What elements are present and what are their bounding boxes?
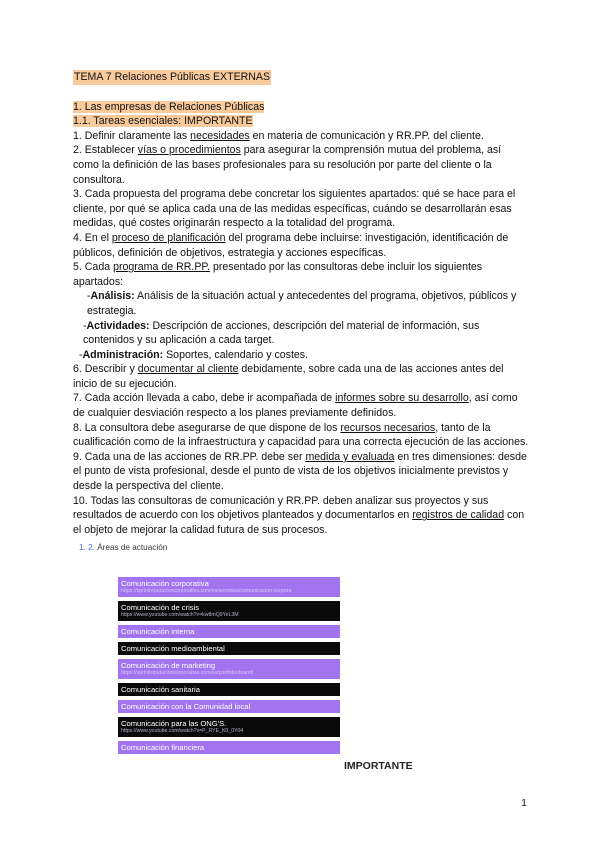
- list-item: 9. Cada una de las acciones de RR.PP. debe ser medida y evaluada en tres dimensiones: desde el punto de vista profesional, desde el punto de vista de los objetivos inicialmente previstos y desde la perspectiva del cliente.: [73, 450, 527, 493]
- area-bar-link[interactable]: https://www.youtube.com/watch?v=kw8mQ9YeL3M: [121, 612, 239, 618]
- area-bar-label: Comunicación de crisis: [121, 603, 200, 612]
- list-subitem-administracion: -Administración: Soportes, calendario y costes.: [79, 348, 309, 361]
- area-bars: [118, 577, 340, 758]
- area-bar: [118, 642, 340, 655]
- area-bar-link[interactable]: https://www.youtube.com/watch?v=P_RYE_K0_0Y04: [121, 728, 244, 734]
- area-bar[interactable]: [118, 601, 340, 621]
- list-subitem-actividades: -Actividades: Descripción de acciones, descripción del material de información, sus contenidos y su aplicación a cada target.: [83, 319, 480, 347]
- subsection-heading: 1.1. Tareas esenciales: IMPORTANTE: [73, 115, 253, 128]
- list-item: 10. Todas las consultoras de comunicación y RR.PP. deben analizar sus proyectos y sus resultados de acuerdo con los objetivos planteados y documentarlos en registros de calidad con el objeto de mejorar la calidad futura de sus procesos.: [73, 494, 525, 536]
- list-item: 8. La consultora debe asegurarse de que dispone de los recursos necesarios, tanto de la cualificación como de la infraestructura y capacidad para una correcta ejecución de las acciones.: [73, 421, 529, 449]
- list-item: 1. Definir claramente las necesidades en materia de comunicación y RR.PP. del cliente.: [73, 129, 484, 142]
- area-bar-label: Comunicación para las ONG'S.: [121, 719, 227, 728]
- area-bar-label: Comunicación corporativa: [121, 579, 209, 588]
- area-bar-label: Comunicación medioambiental: [121, 644, 225, 653]
- list-item: 7. Cada acción llevada a cabo, debe ir acompañada de informes sobre su desarrollo, así como de cualquier desviación respecto a los planes previamente definidos.: [73, 392, 518, 420]
- list-item: 5. Cada programa de RR.PP. presentado por las consultoras debe incluir los siguientes apartados:: [73, 261, 483, 288]
- document-body: [73, 70, 529, 562]
- area-bar-label: Comunicación interna: [121, 627, 195, 636]
- list-subitem-analisis: -Análisis: Análisis de la situación actual y antecedentes del programa, objetivos, públicos y estrategia.: [87, 290, 517, 317]
- area-bar: [118, 741, 340, 754]
- list-item: 4. En el proceso de planificación del programa debe incluirse: investigación, identificación de públicos, definición de objetivos, estrategia y acciones específicas.: [73, 231, 509, 259]
- area-bar-link[interactable]: https://sprintreputacioncorporativa.com/es/portfolio/brand/: [121, 670, 254, 676]
- list-item: 2. Establecer vías o procedimientos para asegurar la comprensión mutua del problema, así como la definición de las bases profesionales para su resolución por parte del cliente o la consultora.: [73, 144, 502, 186]
- area-bar-label: Comunicación financiera: [121, 743, 205, 752]
- area-bar-label: Comunicación sanitaria: [121, 685, 200, 694]
- area-bar-label: Comunicación con la Comunidad local: [121, 702, 251, 711]
- area-bar[interactable]: [118, 577, 340, 597]
- list-item: 6. Describir y documentar al cliente debidamente, sobre cada una de las acciones antes del inicio de su ejecución.: [73, 363, 504, 390]
- area-bar: [118, 683, 340, 696]
- list-item: 3. Cada propuesta del programa debe concretar los siguientes apartados: qué se hace para el cliente, por qué se aplica cada una de las medidas específicas, cuándo se desarrollarán esas medidas, qué costes originarán respecto a la totalidad del programa.: [73, 188, 516, 230]
- area-bar-link[interactable]: https://sprintreputacioncorporativa.com/es/servicios/comunicacion-corpora: [121, 588, 292, 594]
- page-title: TEMA 7 Relaciones Públicas EXTERNAS: [74, 71, 271, 83]
- area-bar-label: Comunicación de marketing: [121, 661, 216, 670]
- area-bar[interactable]: [118, 717, 340, 737]
- important-label: IMPORTANTE: [344, 760, 413, 772]
- page-number: 1: [521, 797, 527, 809]
- area-bar[interactable]: [118, 659, 340, 679]
- area-bar: [118, 625, 340, 638]
- area-bar: [118, 700, 340, 713]
- section-heading: 1. Las empresas de Relaciones Públicas: [73, 100, 265, 113]
- subsection-heading-areas: 1. 2. Áreas de actuación: [79, 543, 168, 553]
